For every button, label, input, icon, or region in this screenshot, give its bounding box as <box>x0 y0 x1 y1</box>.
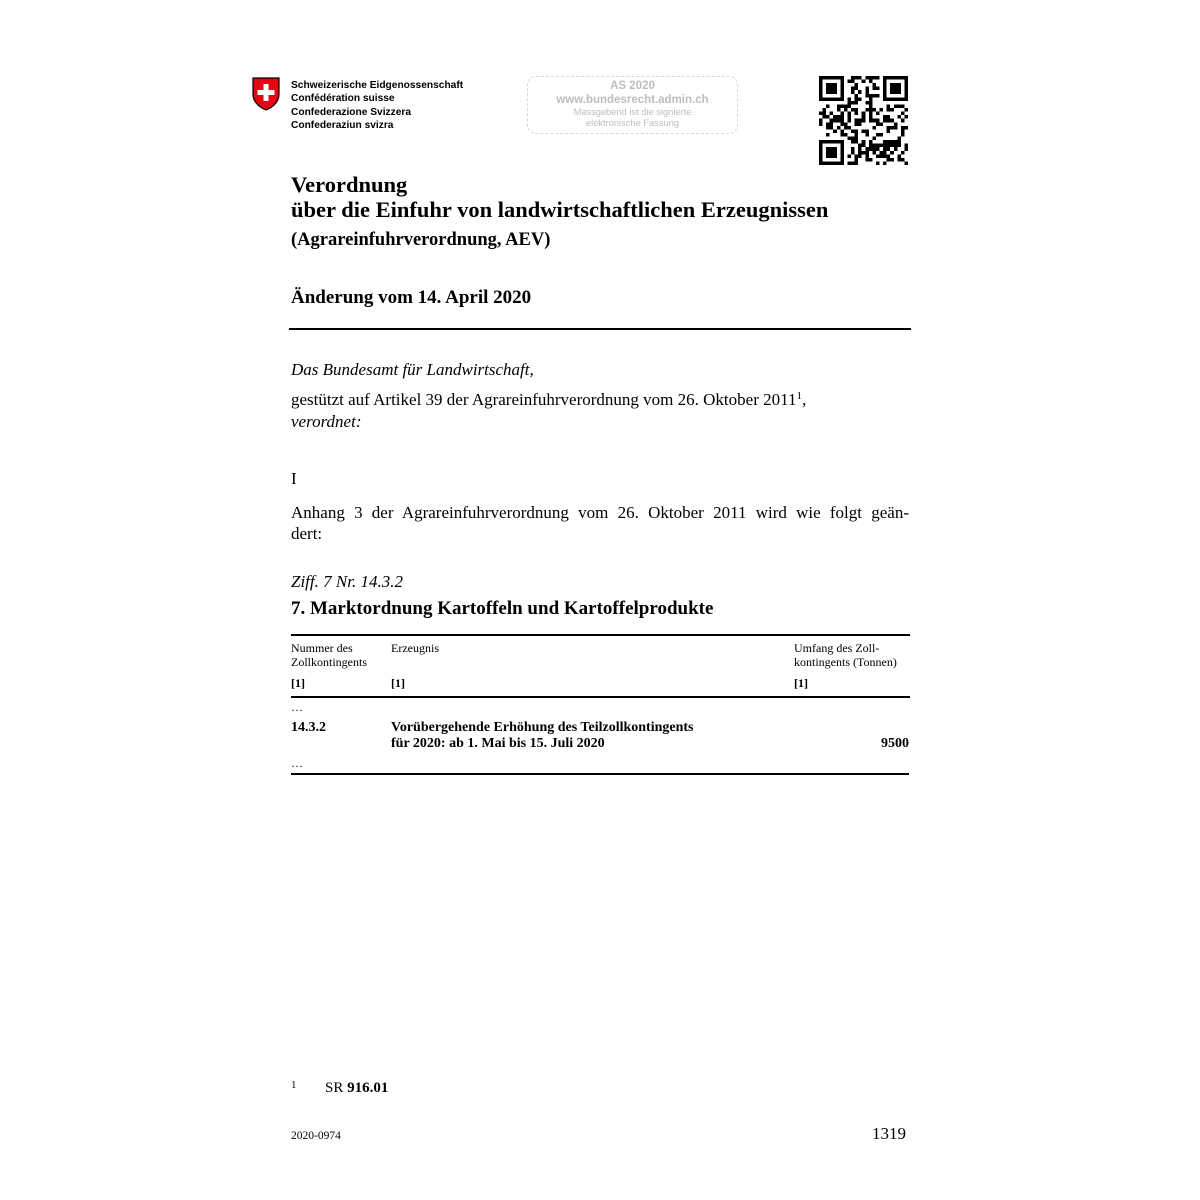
official-publication-stamp <box>527 76 738 134</box>
section-numeral: I <box>291 469 297 488</box>
confederation-names <box>291 79 463 132</box>
amendment-date: Änderung vom 14. April 2020 <box>291 287 532 308</box>
table-header-volume-line-2: kontingents (Tonnen) <box>794 654 897 669</box>
stamp-website: www.bundesrecht.admin.ch <box>556 94 709 106</box>
table-ellipsis-bottom: … <box>291 756 303 770</box>
table-bottom-rule <box>291 773 909 775</box>
title-line-1: Verordnung <box>291 172 408 197</box>
stamp-note-2: elektronische Fassung <box>585 118 680 128</box>
section-text <box>291 502 909 544</box>
footnote-number: 1 <box>291 1079 297 1091</box>
table-header-product-line-1: Erzeugnis <box>391 641 439 655</box>
table-cell-volume: 9500 <box>881 736 909 751</box>
title-line-2: über die Einfuhr von landwirtschaftlichen Erzeugnissen <box>291 197 829 222</box>
confederation-name-de: Schweizerische Eidgenossenschaft <box>291 80 464 91</box>
chapter-heading: 7. Marktordnung Kartoffeln und Kartoffelprodukte <box>291 598 714 619</box>
confederation-name-it: Confederazione Svizzera <box>291 106 412 118</box>
qr-code-icon <box>819 76 908 165</box>
table-header-note-volume: [1] <box>794 676 808 690</box>
swiss-cross-shield-icon <box>251 77 281 111</box>
stamp-collection: AS 2020 <box>610 80 655 92</box>
section-text-line-1: Anhang 3 der Agrareinfuhrverordnung vom 26. Oktober 2011 wird wie folgt geän- <box>291 503 909 522</box>
table-header-volume <box>794 642 897 669</box>
table-header-product <box>391 642 439 656</box>
page-number: 1319 <box>872 1124 906 1143</box>
preamble-decrees: verordnet: <box>291 412 362 431</box>
ordinance-title <box>291 172 828 222</box>
stamp-note-1: Massgebend ist die signierte <box>573 107 692 117</box>
table-cell-product <box>391 720 694 752</box>
preamble-basis <box>291 383 806 413</box>
table-header-volume-line-1: Umfang des Zoll- <box>794 641 880 655</box>
table-cell-product-line-2: für 2020: ab 1. Mai bis 15. Juli 2020 <box>391 736 605 751</box>
table-header-number <box>291 642 367 669</box>
table-ellipsis-top: … <box>291 700 303 714</box>
document-number: 2020-0974 <box>291 1130 341 1142</box>
footnote-reference[interactable]: 1 <box>796 390 802 402</box>
table-header-rule <box>291 696 910 698</box>
ziffer-reference: Ziff. 7 Nr. 14.3.2 <box>291 572 403 591</box>
table-cell-number: 14.3.2 <box>291 720 326 735</box>
preamble-authority: Das Bundesamt für Landwirtschaft, <box>291 360 534 379</box>
table-header-note-product: [1] <box>391 676 405 690</box>
confederation-name-fr: Confédération suisse <box>291 93 395 105</box>
table-header-number-line-2: Zollkontingents <box>291 654 367 669</box>
short-title: (Agrareinfuhrverordnung, AEV) <box>291 230 551 250</box>
table-top-rule <box>291 634 910 636</box>
footnote-prefix: SR <box>325 1080 348 1096</box>
preamble-basis-end: , <box>801 390 807 409</box>
title-divider <box>289 328 911 330</box>
footnote-text <box>325 1079 388 1097</box>
table-header-note-number: [1] <box>291 676 305 690</box>
preamble-basis-text: gestützt auf Artikel 39 der Agrareinfuhrverordnung vom 26. Oktober 2011 <box>291 390 797 409</box>
section-text-line-2: dert: <box>291 524 323 543</box>
table-header-number-line-1: Nummer des <box>291 641 353 655</box>
confederation-name-rm: Confederaziun svizra <box>291 119 394 131</box>
table-cell-product-line-1: Vorübergehende Erhöhung des Teilzollkontingents <box>391 720 694 735</box>
footnote-sr-number[interactable]: 916.01 <box>347 1080 389 1096</box>
